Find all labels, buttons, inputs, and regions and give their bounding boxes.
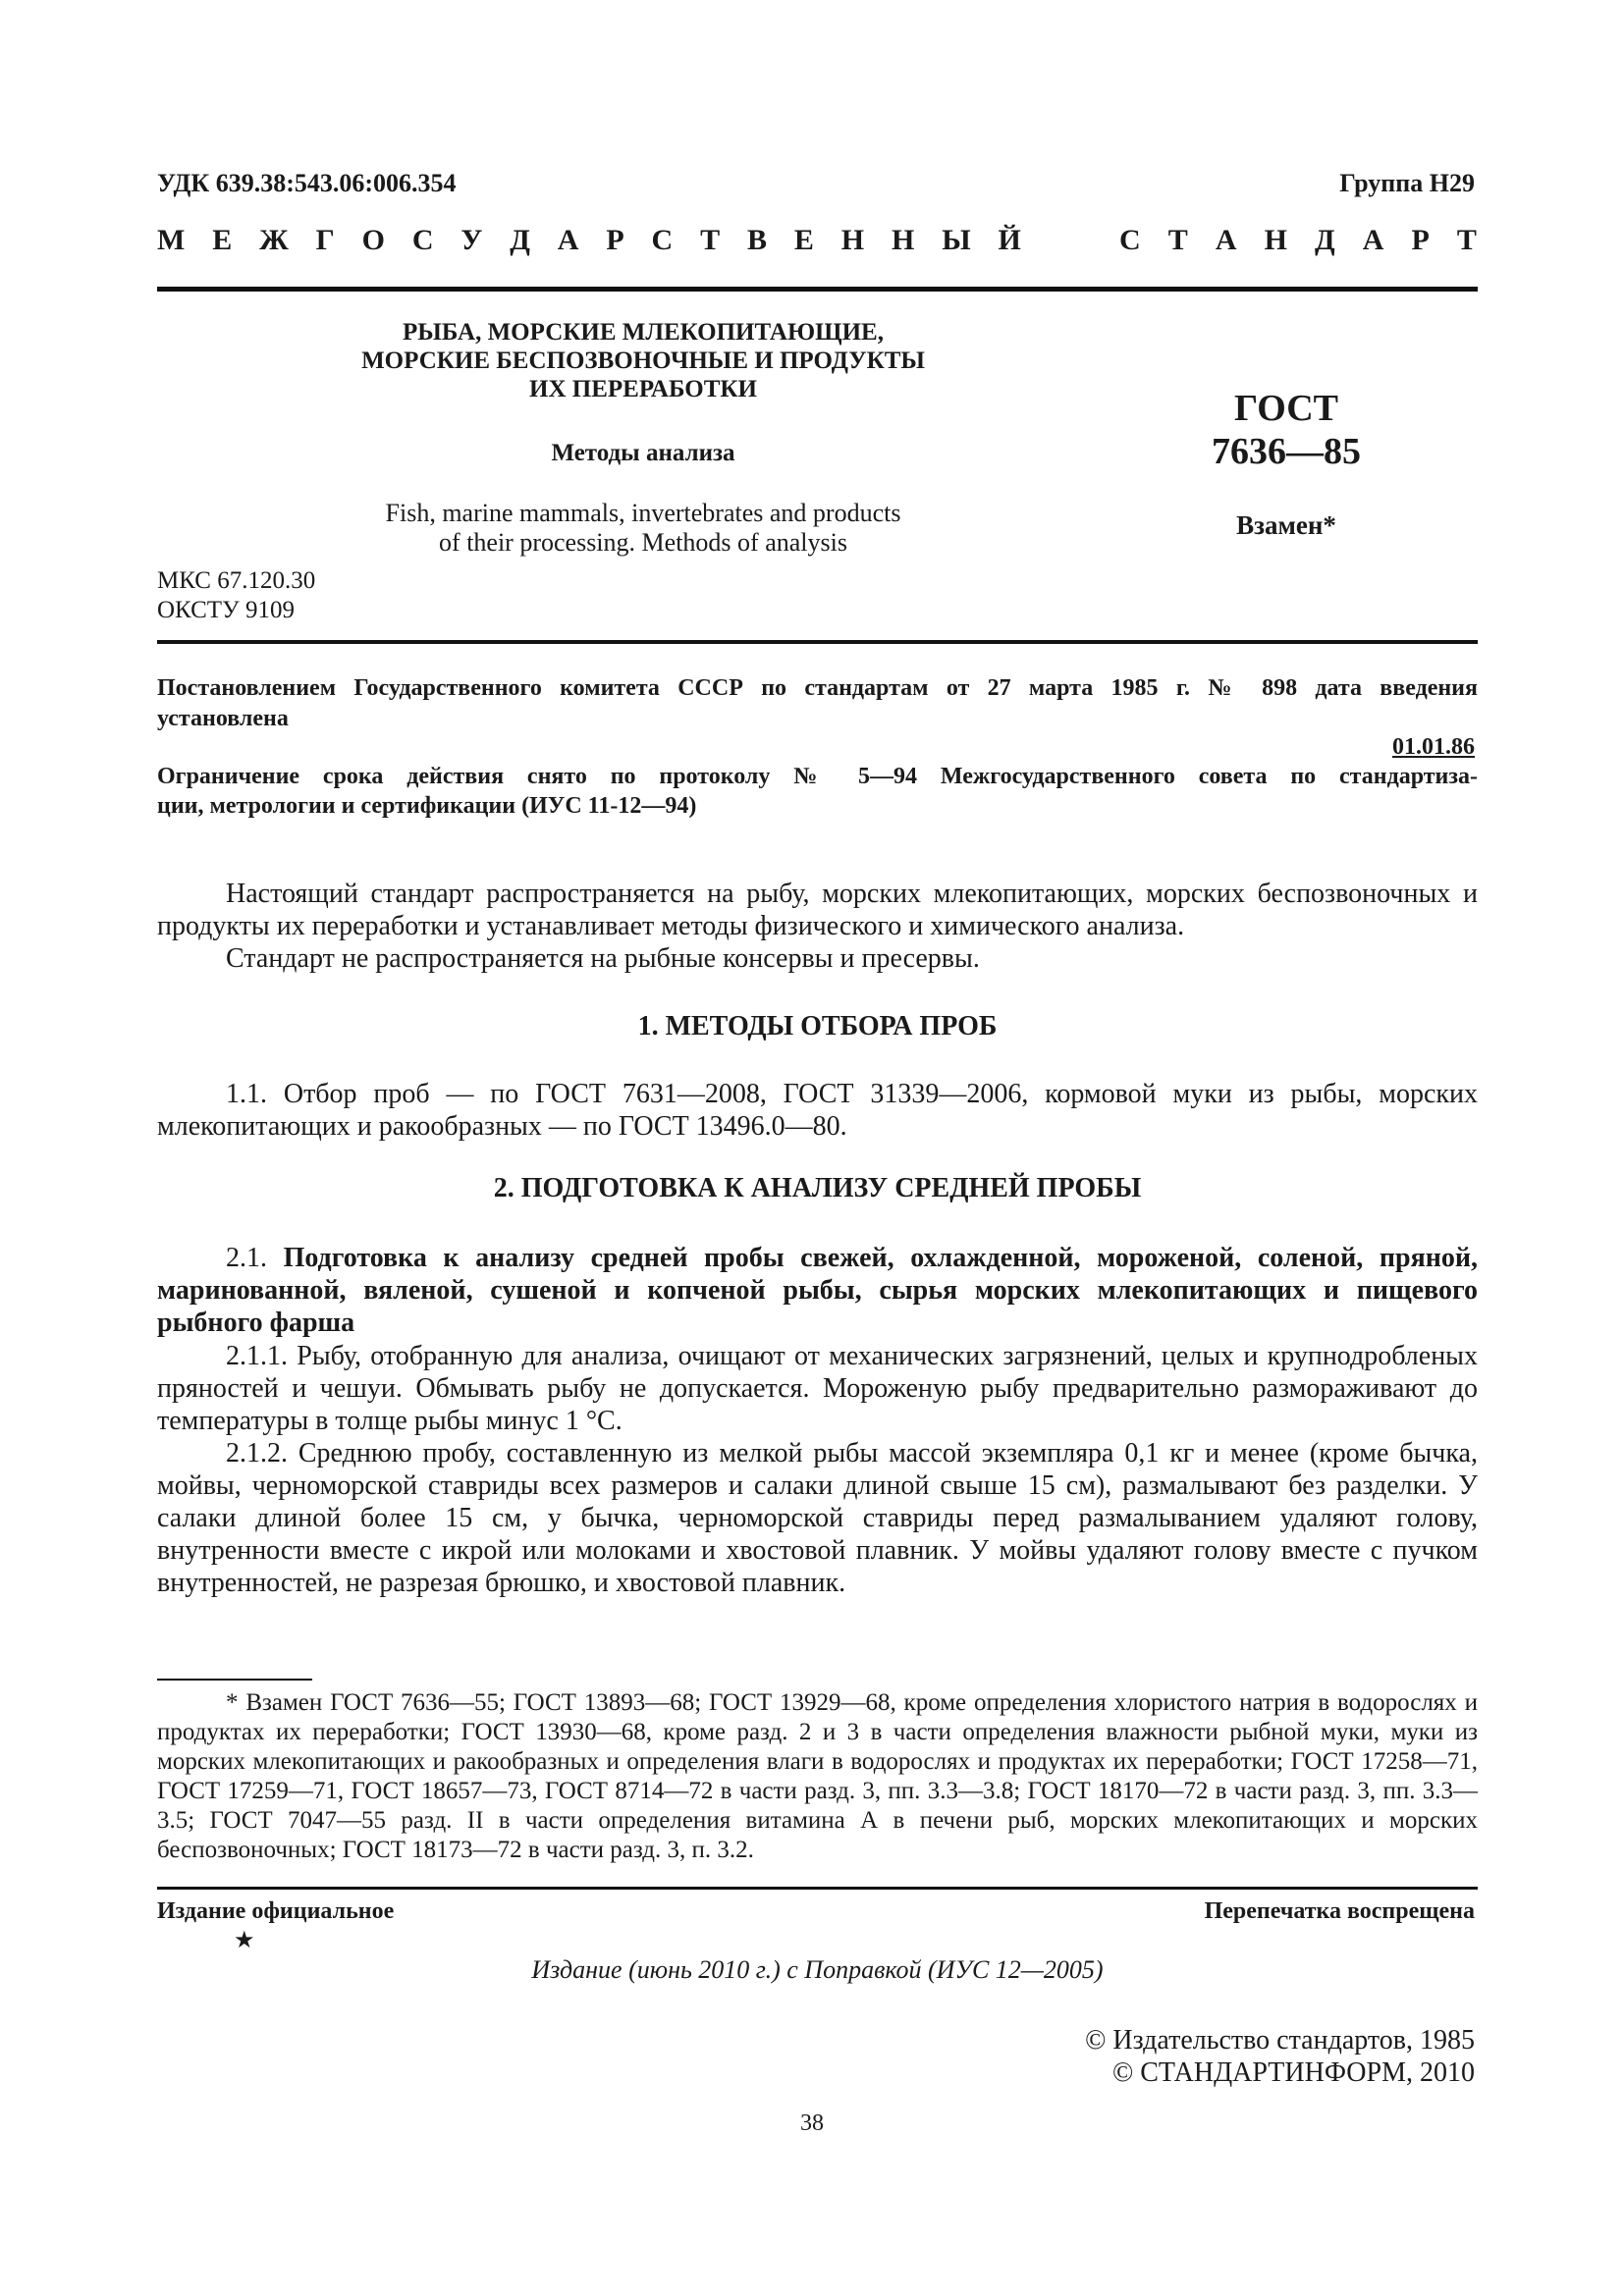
intro-paragraph-2: Стандарт не распространяется на рыбные консервы и пресервы.: [226, 943, 980, 974]
footnote-rule: [157, 1679, 312, 1681]
introduction-date: 01.01.86: [1392, 734, 1475, 760]
intro-paragraph-1: Настоящий стандарт распространяется на рыбу, морских млекопитающих, морских беспозвоночных и продукты их переработки и устанавливает методы физического и химического анализа.: [157, 879, 1478, 941]
section-1-paragraph: 1.1. Отбор проб — по ГОСТ 7631—2008, ГОСТ 31339—2006, кормовой муки из рыбы, морских млекопитающих и ракообразных — по ГОСТ 13496.0—80.: [157, 1079, 1478, 1142]
decree-line-2: установлена: [157, 706, 289, 731]
gost-label: ГОСТ: [1233, 388, 1339, 429]
title-line-2: МОРСКИЕ БЕСПОЗВОНОЧНЫЕ И ПРОДУКТЫ: [361, 347, 925, 374]
gost-number: 7636—85: [1212, 431, 1361, 472]
paragraph-2-1-1: 2.1.1. Рыбу, отобранную для анализа, очищают от механических загрязнений, целых и крупнодробленых пряностей и чешуи. Обмывать рыбу не допускается. Мороженую рыбу предварительно размораживают до температуры в толще рыбы минус 1 °С.: [157, 1341, 1478, 1436]
english-title: [304, 499, 982, 558]
edition-note: Издание (июнь 2010 г.) с Поправкой (ИУС 12—2005): [531, 1955, 1104, 1984]
paragraph-2-1-number: 2.1.: [226, 1243, 267, 1273]
udk-code: УДК 639.38:543.06:006.354: [157, 169, 457, 197]
section-1-heading: 1. МЕТОДЫ ОТБОРА ПРОБ: [637, 1011, 998, 1041]
decree-line-1: Постановлением Государственного комитета СССР по стандартам от 27 марта 1985 г. № 898 дата введения: [157, 675, 1478, 701]
star-icon: ★: [234, 1928, 255, 1953]
title-line-1: РЫБА, МОРСКИЕ МЛЕКОПИТАЮЩИЕ,: [403, 319, 884, 346]
methods-subtitle: Методы анализа: [551, 440, 735, 466]
paragraph-2-1-2: 2.1.2. Среднюю пробу, составленную из мелкой рыбы массой экземпляра 0,1 кг и менее (кроме бычка, мойвы, черноморской ставриды всех размеров и салаки длиной свыше 15 см), размалывают без разделки. У салаки длиной более 15 см, у бычка, черноморской ставриды перед размалыванием удаляют голову, внутренности вместе с икрой или молоками и хвостовой плавник. У мойвы удаляют голову вместе с пучком внутренностей, не разрезая брюшко, и хвостовой плавник.: [157, 1438, 1478, 1598]
english-title-line-2: of their processing. Methods of analysis: [439, 528, 847, 557]
title-block: [304, 318, 982, 403]
paragraph-2-1: [157, 1242, 1478, 1339]
limit-line-2: ции, метрологии и сертификации (ИУС 11-12—94): [157, 793, 697, 819]
page-number: 38: [800, 2110, 824, 2136]
standard-heading: С Т А Н Д А Р Т: [1119, 224, 1477, 256]
footnote-text: * Взамен ГОСТ 7636—55; ГОСТ 13893—68; ГОСТ 13929—68, кроме определения хлористого натрия в водорослях и продуктах их переработки; ГОСТ 13930—68, кроме разд. 2 и 3 в части определения влажности рыбной муки, муки из морских млекопитающих и ракообразных и определения влаги в водорослях и продуктах их переработки; ГОСТ 17258—71, ГОСТ 17259—71, ГОСТ 18657—73, ГОСТ 8714—72 в части разд. 3, пп. 3.3—3.8; ГОСТ 18170—72 в части разд. 3, пп. 3.3—3.5; ГОСТ 7047—55 разд. II в части определения витамина А в печени рыб, морских млекопитающих и морских беспозвоночных; ГОСТ 18173—72 в части разд. 3, п. 3.2.: [157, 1689, 1478, 1863]
title-line-3: ИХ ПЕРЕРАБОТКИ: [529, 376, 757, 402]
paragraph-2-1-heading: Подготовка к анализу средней пробы свежей, охлажденной, мороженой, соленой, пряной, маринованной, вяленой, сушеной и копченой рыбы, сырья морских млекопитающих и пищевого рыбного фарша: [157, 1243, 1478, 1338]
section-2-heading: 2. ПОДГОТОВКА К АНАЛИЗУ СРЕДНЕЙ ПРОБЫ: [493, 1173, 1142, 1203]
english-title-line-1: Fish, marine mammals, invertebrates and products: [385, 499, 901, 527]
limit-line-1: Ограничение срока действия снято по протоколу № 5—94 Межгосударственного совета по стандартиза-: [157, 764, 1478, 789]
top-thick-rule: [157, 287, 1478, 292]
okstu-code: ОКСТУ 9109: [157, 597, 296, 623]
title-bottom-rule: [157, 640, 1478, 644]
replaced-note: Взамен*: [1236, 510, 1336, 540]
mks-code: МКС 67.120.30: [157, 567, 316, 594]
copyright-1985: © Издательство стандартов, 1985: [1085, 2025, 1475, 2056]
reprint-prohibited: Перепечатка воспрещена: [1204, 1898, 1475, 1924]
copyright-2010: © СТАНДАРТИНФОРМ, 2010: [1111, 2057, 1475, 2088]
group-code: Группа Н29: [1339, 169, 1475, 197]
interstate-heading: М Е Ж Г О С У Д А Р С Т В Е Н Н Ы Й: [157, 224, 1021, 256]
official-edition: Издание официальное: [157, 1898, 395, 1924]
footer-rule: [157, 1887, 1478, 1890]
